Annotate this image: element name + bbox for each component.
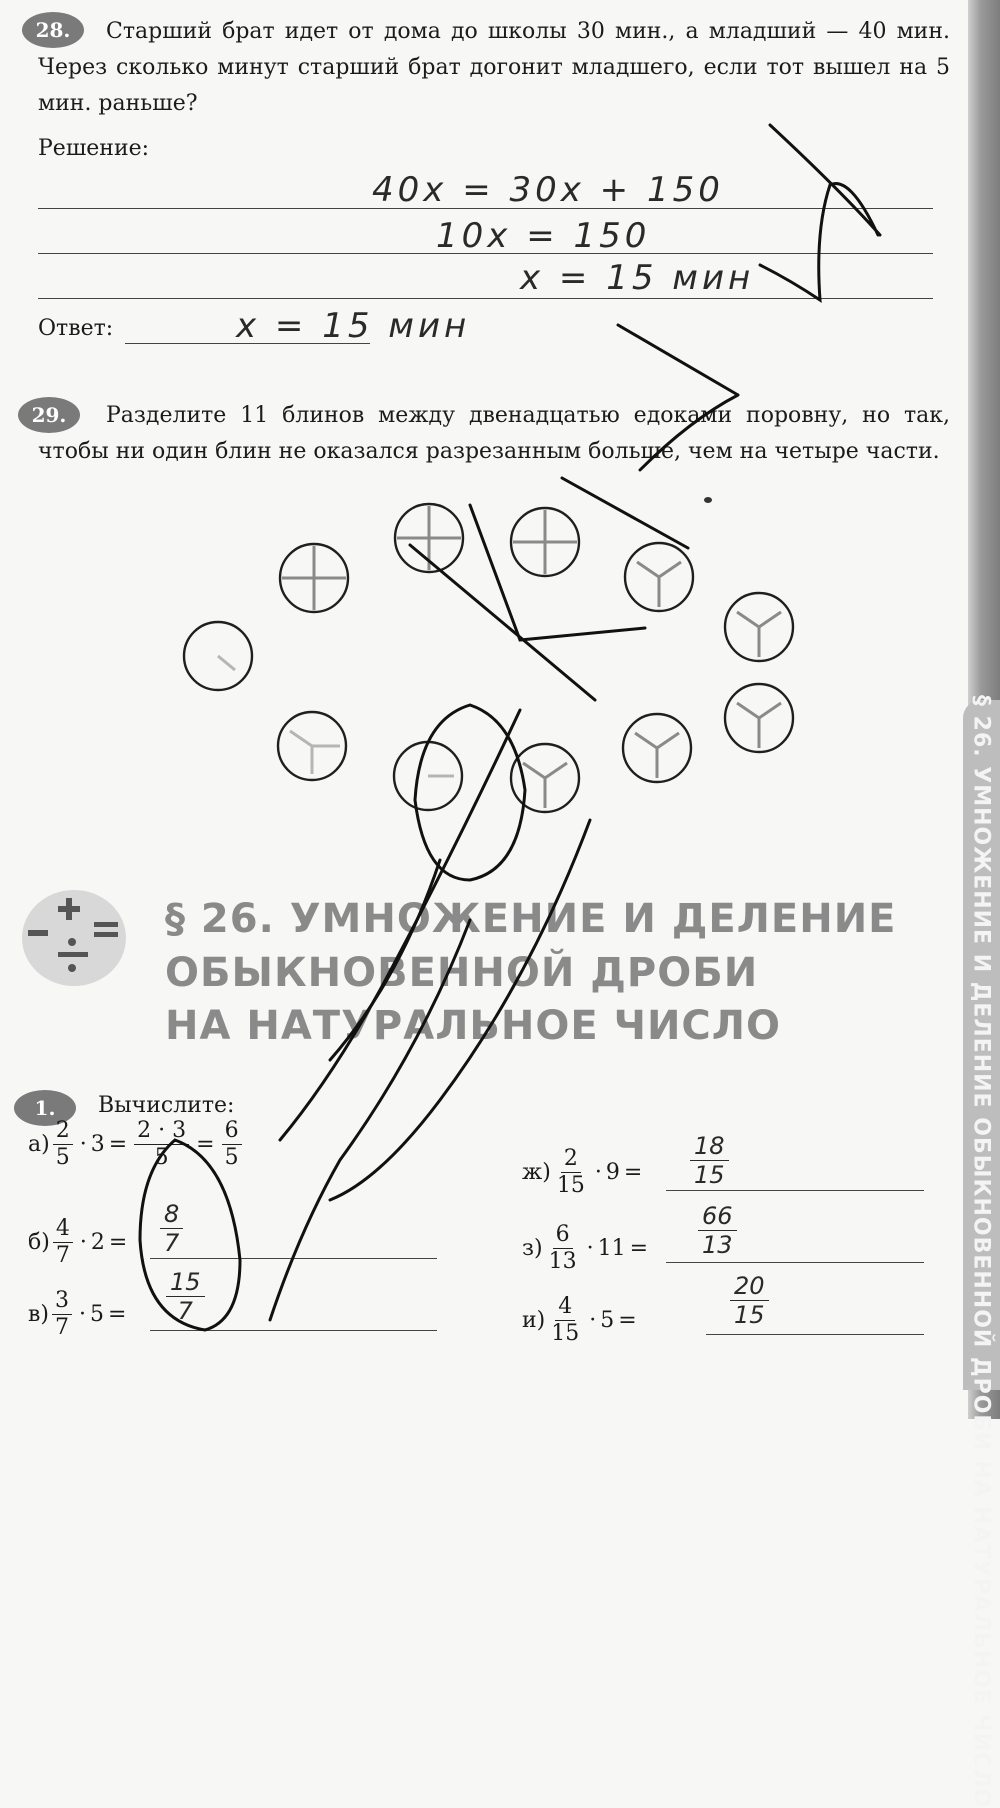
answer-denominator: 13 — [702, 1231, 733, 1259]
scribble-stroke — [470, 505, 645, 640]
equals-sign: = — [629, 1236, 649, 1261]
equals-sign: = — [108, 1132, 128, 1157]
item-b-fraction — [53, 1216, 73, 1269]
equals-sign: = — [618, 1308, 637, 1333]
section-title-line-1: § 26. УМНОЖЕНИЕ И ДЕЛЕНИЕ — [165, 896, 897, 942]
item-i-multiplier: 5 — [600, 1308, 615, 1333]
equals-sign: = — [196, 1132, 215, 1157]
scribble-stroke — [562, 478, 688, 548]
section-title-line-3: НА НАТУРАЛЬНОЕ ЧИСЛО — [165, 1003, 782, 1049]
fraction-numerator: 3 — [52, 1288, 72, 1315]
exercise-item-v — [28, 1288, 130, 1341]
problem-29-badge: 29. — [18, 397, 80, 433]
pancake-circle — [725, 593, 793, 661]
exercise-item-a — [28, 1118, 245, 1171]
pancake-circle — [280, 544, 348, 612]
handwritten-work-line-3: x = 15 мин — [520, 258, 755, 298]
answer-denominator: 7 — [177, 1297, 193, 1325]
cut-lines — [290, 731, 340, 774]
pen-dot — [704, 497, 712, 503]
fraction-numerator: 6 — [553, 1222, 573, 1249]
exercise-item-b — [28, 1216, 131, 1269]
item-a-multiplier: 3 — [90, 1132, 105, 1157]
item-b-answer-line — [150, 1258, 437, 1259]
answer-numerator: 15 — [166, 1268, 205, 1297]
cut-lines — [397, 506, 461, 570]
solution-label: Решение: — [38, 136, 150, 161]
cut-lines — [282, 546, 346, 610]
item-zh-fraction — [554, 1146, 588, 1199]
answer-denominator: 15 — [734, 1301, 765, 1329]
scribble-stroke — [410, 545, 595, 700]
cut-lines — [737, 703, 781, 748]
fraction-numerator: 4 — [555, 1294, 575, 1321]
item-b-label: б) — [28, 1230, 50, 1255]
pancake-circle — [511, 744, 579, 812]
answer-label: Ответ: — [38, 316, 114, 341]
solution-line-3 — [38, 298, 933, 299]
item-a-fraction — [53, 1118, 73, 1171]
problem-28-text: Старший брат идет от дома до школы 30 мин., а младший — 40 мин. Через сколько минут старший брат догонит младшего, если тот вышел на 5 мин. раньше? — [38, 19, 950, 116]
fraction-denominator: 15 — [551, 1321, 580, 1346]
handwritten-work-line-1: 40x = 30x + 150 — [372, 170, 724, 210]
item-v-answer-line — [150, 1330, 437, 1331]
exercise-1-instruction: Вычислите: — [98, 1093, 235, 1118]
item-zh-handwritten-answer — [690, 1132, 729, 1189]
item-z-answer-line — [666, 1262, 924, 1263]
fraction-denominator: 5 — [154, 1145, 169, 1170]
pancake-circle — [394, 742, 462, 810]
fraction-denominator: 5 — [224, 1145, 239, 1170]
fraction-denominator: 5 — [55, 1145, 70, 1170]
answer-denominator: 7 — [164, 1229, 180, 1257]
item-b-handwritten-answer — [160, 1200, 183, 1257]
item-a-step-fraction — [134, 1118, 189, 1171]
dot-operator: · — [589, 1308, 597, 1333]
item-i-fraction — [548, 1294, 582, 1347]
item-i-answer-line — [706, 1334, 924, 1335]
cut-lines — [523, 763, 567, 808]
pancake-circle — [623, 714, 691, 782]
item-v-fraction — [52, 1288, 72, 1341]
item-v-multiplier: 5 — [89, 1302, 104, 1327]
answer-denominator: 15 — [694, 1161, 725, 1189]
fraction-denominator: 7 — [55, 1243, 70, 1268]
dot-operator: · — [79, 1132, 87, 1157]
cut-lines — [635, 733, 679, 778]
pancake-circle — [625, 543, 693, 611]
item-v-handwritten-answer — [166, 1268, 205, 1325]
exercise-1-badge: 1. — [14, 1090, 76, 1126]
item-v-label: в) — [28, 1302, 49, 1327]
answer-numerator: 18 — [690, 1132, 729, 1161]
fraction-numerator: 2 — [53, 1118, 73, 1145]
fraction-numerator: 2 · 3 — [134, 1118, 189, 1145]
exercise-item-zh — [522, 1146, 646, 1199]
fraction-numerator: 6 — [222, 1118, 242, 1145]
item-z-handwritten-answer — [698, 1202, 737, 1259]
item-a-result-fraction — [222, 1118, 242, 1171]
problem-29-text: Разделите 11 блинов между двенадцатью едоками поровну, но так, чтобы ни один блин не оказался разрезанным больше, чем на четыре части. — [38, 403, 950, 464]
item-i-handwritten-answer — [730, 1272, 769, 1329]
pancake-circle — [278, 712, 346, 780]
exercise-item-i — [522, 1294, 641, 1347]
fraction-numerator: 2 — [561, 1146, 581, 1173]
item-zh-multiplier: 9 — [605, 1160, 620, 1185]
fraction-denominator: 13 — [548, 1249, 577, 1274]
answer-numerator: 20 — [730, 1272, 769, 1301]
exercise-item-z — [522, 1222, 652, 1275]
pancake-circle — [725, 684, 793, 752]
cut-lines — [513, 510, 577, 574]
handwritten-work-line-2: 10x = 150 — [436, 216, 651, 256]
fraction-numerator: 4 — [53, 1216, 73, 1243]
pancake-circle — [184, 622, 252, 690]
equals-sign: = — [107, 1302, 127, 1327]
answer-numerator: 66 — [698, 1202, 737, 1231]
math-operations-icon — [14, 880, 154, 1000]
item-zh-answer-line — [666, 1190, 924, 1191]
equals-sign: = — [108, 1230, 128, 1255]
pancake-circle — [511, 508, 579, 576]
handwritten-answer: x = 15 мин — [236, 306, 471, 346]
cut-lines — [218, 656, 235, 670]
side-tab-text: § 26. УМНОЖЕНИЕ И ДЕЛЕНИЕ ОБЫКНОВЕННОЙ ДРОБИ НА НАТУРАЛЬНОЕ ЧИСЛО — [968, 695, 994, 1808]
fraction-denominator: 15 — [556, 1173, 585, 1198]
dot-operator: · — [79, 1230, 87, 1255]
item-zh-label: ж) — [522, 1160, 551, 1185]
item-z-fraction — [546, 1222, 580, 1275]
item-a-label: а) — [28, 1132, 50, 1157]
cut-lines — [637, 562, 681, 607]
item-z-label: з) — [522, 1236, 543, 1261]
scribble-check-mark — [760, 125, 880, 300]
answer-numerator: 8 — [160, 1200, 183, 1229]
pancake-circle — [395, 504, 463, 572]
equals-sign: = — [623, 1160, 643, 1185]
section-title-line-2: ОБЫКНОВЕННОЙ ДРОБИ — [165, 950, 759, 996]
item-b-multiplier: 2 — [90, 1230, 105, 1255]
dot-operator: · — [586, 1236, 594, 1261]
problem-28-badge: 28. — [22, 12, 84, 48]
item-z-multiplier: 11 — [597, 1236, 626, 1261]
cut-lines — [737, 612, 781, 657]
scribble-loop — [415, 705, 525, 880]
fraction-denominator: 7 — [54, 1315, 69, 1340]
item-i-label: и) — [522, 1308, 546, 1333]
dot-operator: · — [594, 1160, 602, 1185]
dot-operator: · — [78, 1302, 86, 1327]
